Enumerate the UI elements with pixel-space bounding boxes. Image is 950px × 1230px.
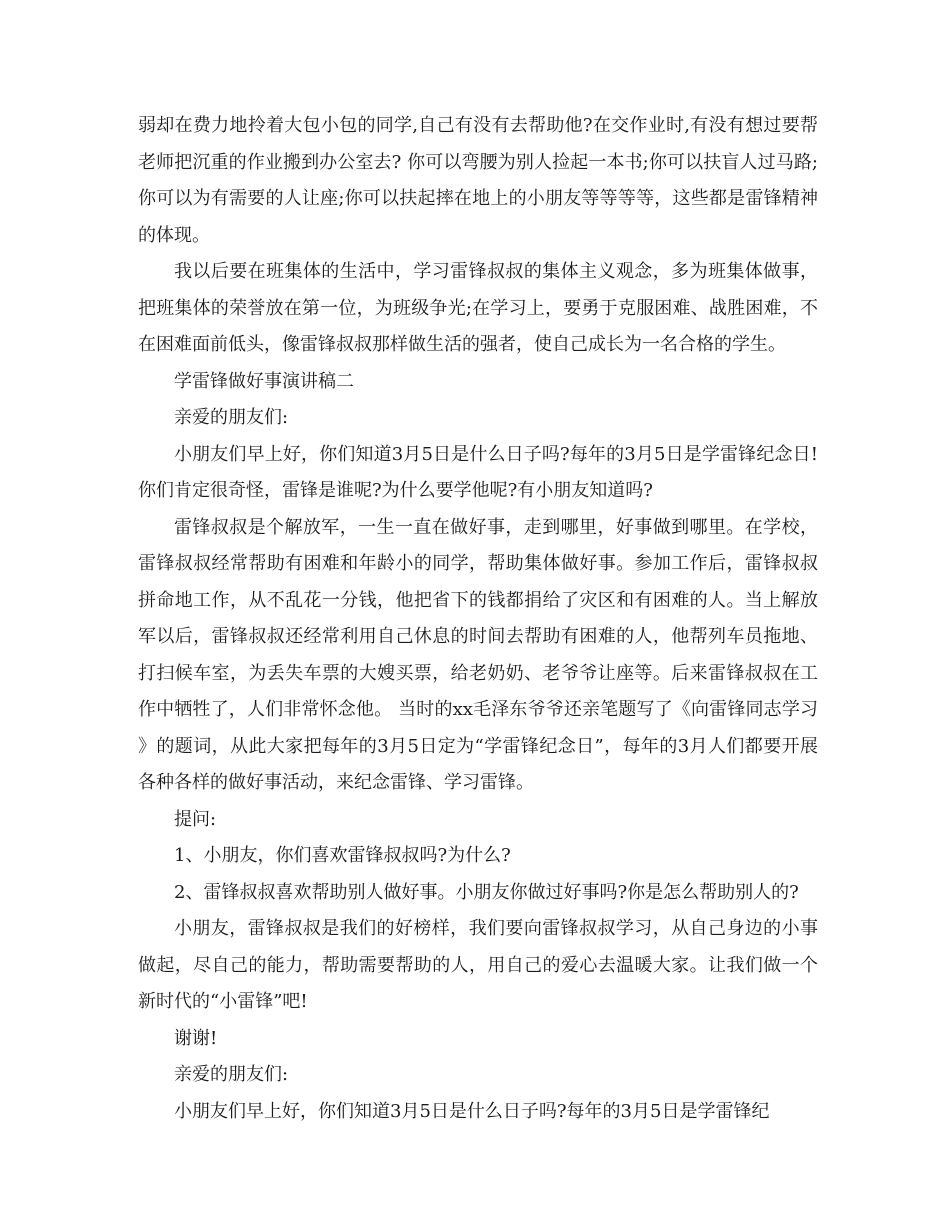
question-1: 1、小朋友，你们喜欢雷锋叔叔吗?为什么?: [174, 845, 511, 866]
document-body: [138, 108, 818, 1130]
paragraph-continuation: 弱却在费力地拎着大包小包的同学,自己有没有去帮助他?在交作业时,有没有想过要帮老师把沉重的作业搬到办公室去? 你可以弯腰为别人捡起一本书;你可以扶盲人过马路;你可以为有需要的人让座;你可以扶起摔在地上的小朋友等等等等，这些都是雷锋精神的体现。: [138, 115, 818, 246]
paragraph-intro-repeat: 小朋友们早上好，你们知道3月5日是什么日子吗?每年的3月5日是学雷锋纪: [174, 1100, 770, 1122]
paragraph-resolution: 我以后要在班集体的生活中，学习雷锋叔叔的集体主义观念，多为班集体做事，把班集体的荣誉放在第一位，为班级争光;在学习上，要勇于克服困难、战胜困难，不在困难面前低头，像雷锋叔叔那样做生活的强者，使自己成长为一名合格的学生。: [138, 261, 818, 355]
speech-title: 学雷锋做好事演讲稿二: [174, 370, 354, 392]
questions-heading: 提问:: [174, 808, 217, 830]
greeting-repeat: 亲爱的朋友们:: [174, 1064, 289, 1085]
paragraph-story: 雷锋叔叔是个解放军，一生一直在做好事，走到哪里，好事做到哪里。在学校，雷锋叔叔经常帮助有困难和年龄小的同学，帮助集体做好事。参加工作后，雷锋叔叔拼命地工作，从不乱花一分钱，他把省下的钱都捐给了灾区和有困难的人。当上解放军以后，雷锋叔叔还经常利用自己休息的时间去帮助有困难的人，他帮列车员拖地、打扫候车室，为丢失车票的大嫂买票，给老奶奶、老爷爷让座等。后来雷锋叔叔在工作中牺牲了，人们非常怀念他。 当时的xx毛泽东爷爷还亲笔题写了《向雷锋同志学习》的题词，从此大家把每年的3月5日定为“学雷锋纪念日”，每年的3月人们都要开展各种各样的做好事活动，来纪念雷锋、学习雷锋。: [138, 516, 818, 793]
paragraph-intro: 小朋友们早上好，你们知道3月5日是什么日子吗?每年的3月5日是学雷锋纪念日!你们肯定很奇怪，雷锋是谁呢?为什么要学他呢?有小朋友知道吗?: [138, 443, 818, 501]
thanks: 谢谢!: [174, 1027, 218, 1049]
greeting: 亲爱的朋友们:: [174, 407, 289, 428]
question-2: 2、雷锋叔叔喜欢帮助别人做好事。小朋友你做过好事吗?你是怎么帮助别人的?: [174, 881, 799, 903]
paragraph-conclusion: 小朋友，雷锋叔叔是我们的好榜样，我们要向雷锋叔叔学习，从自己身边的小事做起，尽自己的能力，帮助需要帮助的人，用自己的爱心去温暖大家。让我们做一个新时代的“小雷锋”吧!: [138, 918, 818, 1012]
